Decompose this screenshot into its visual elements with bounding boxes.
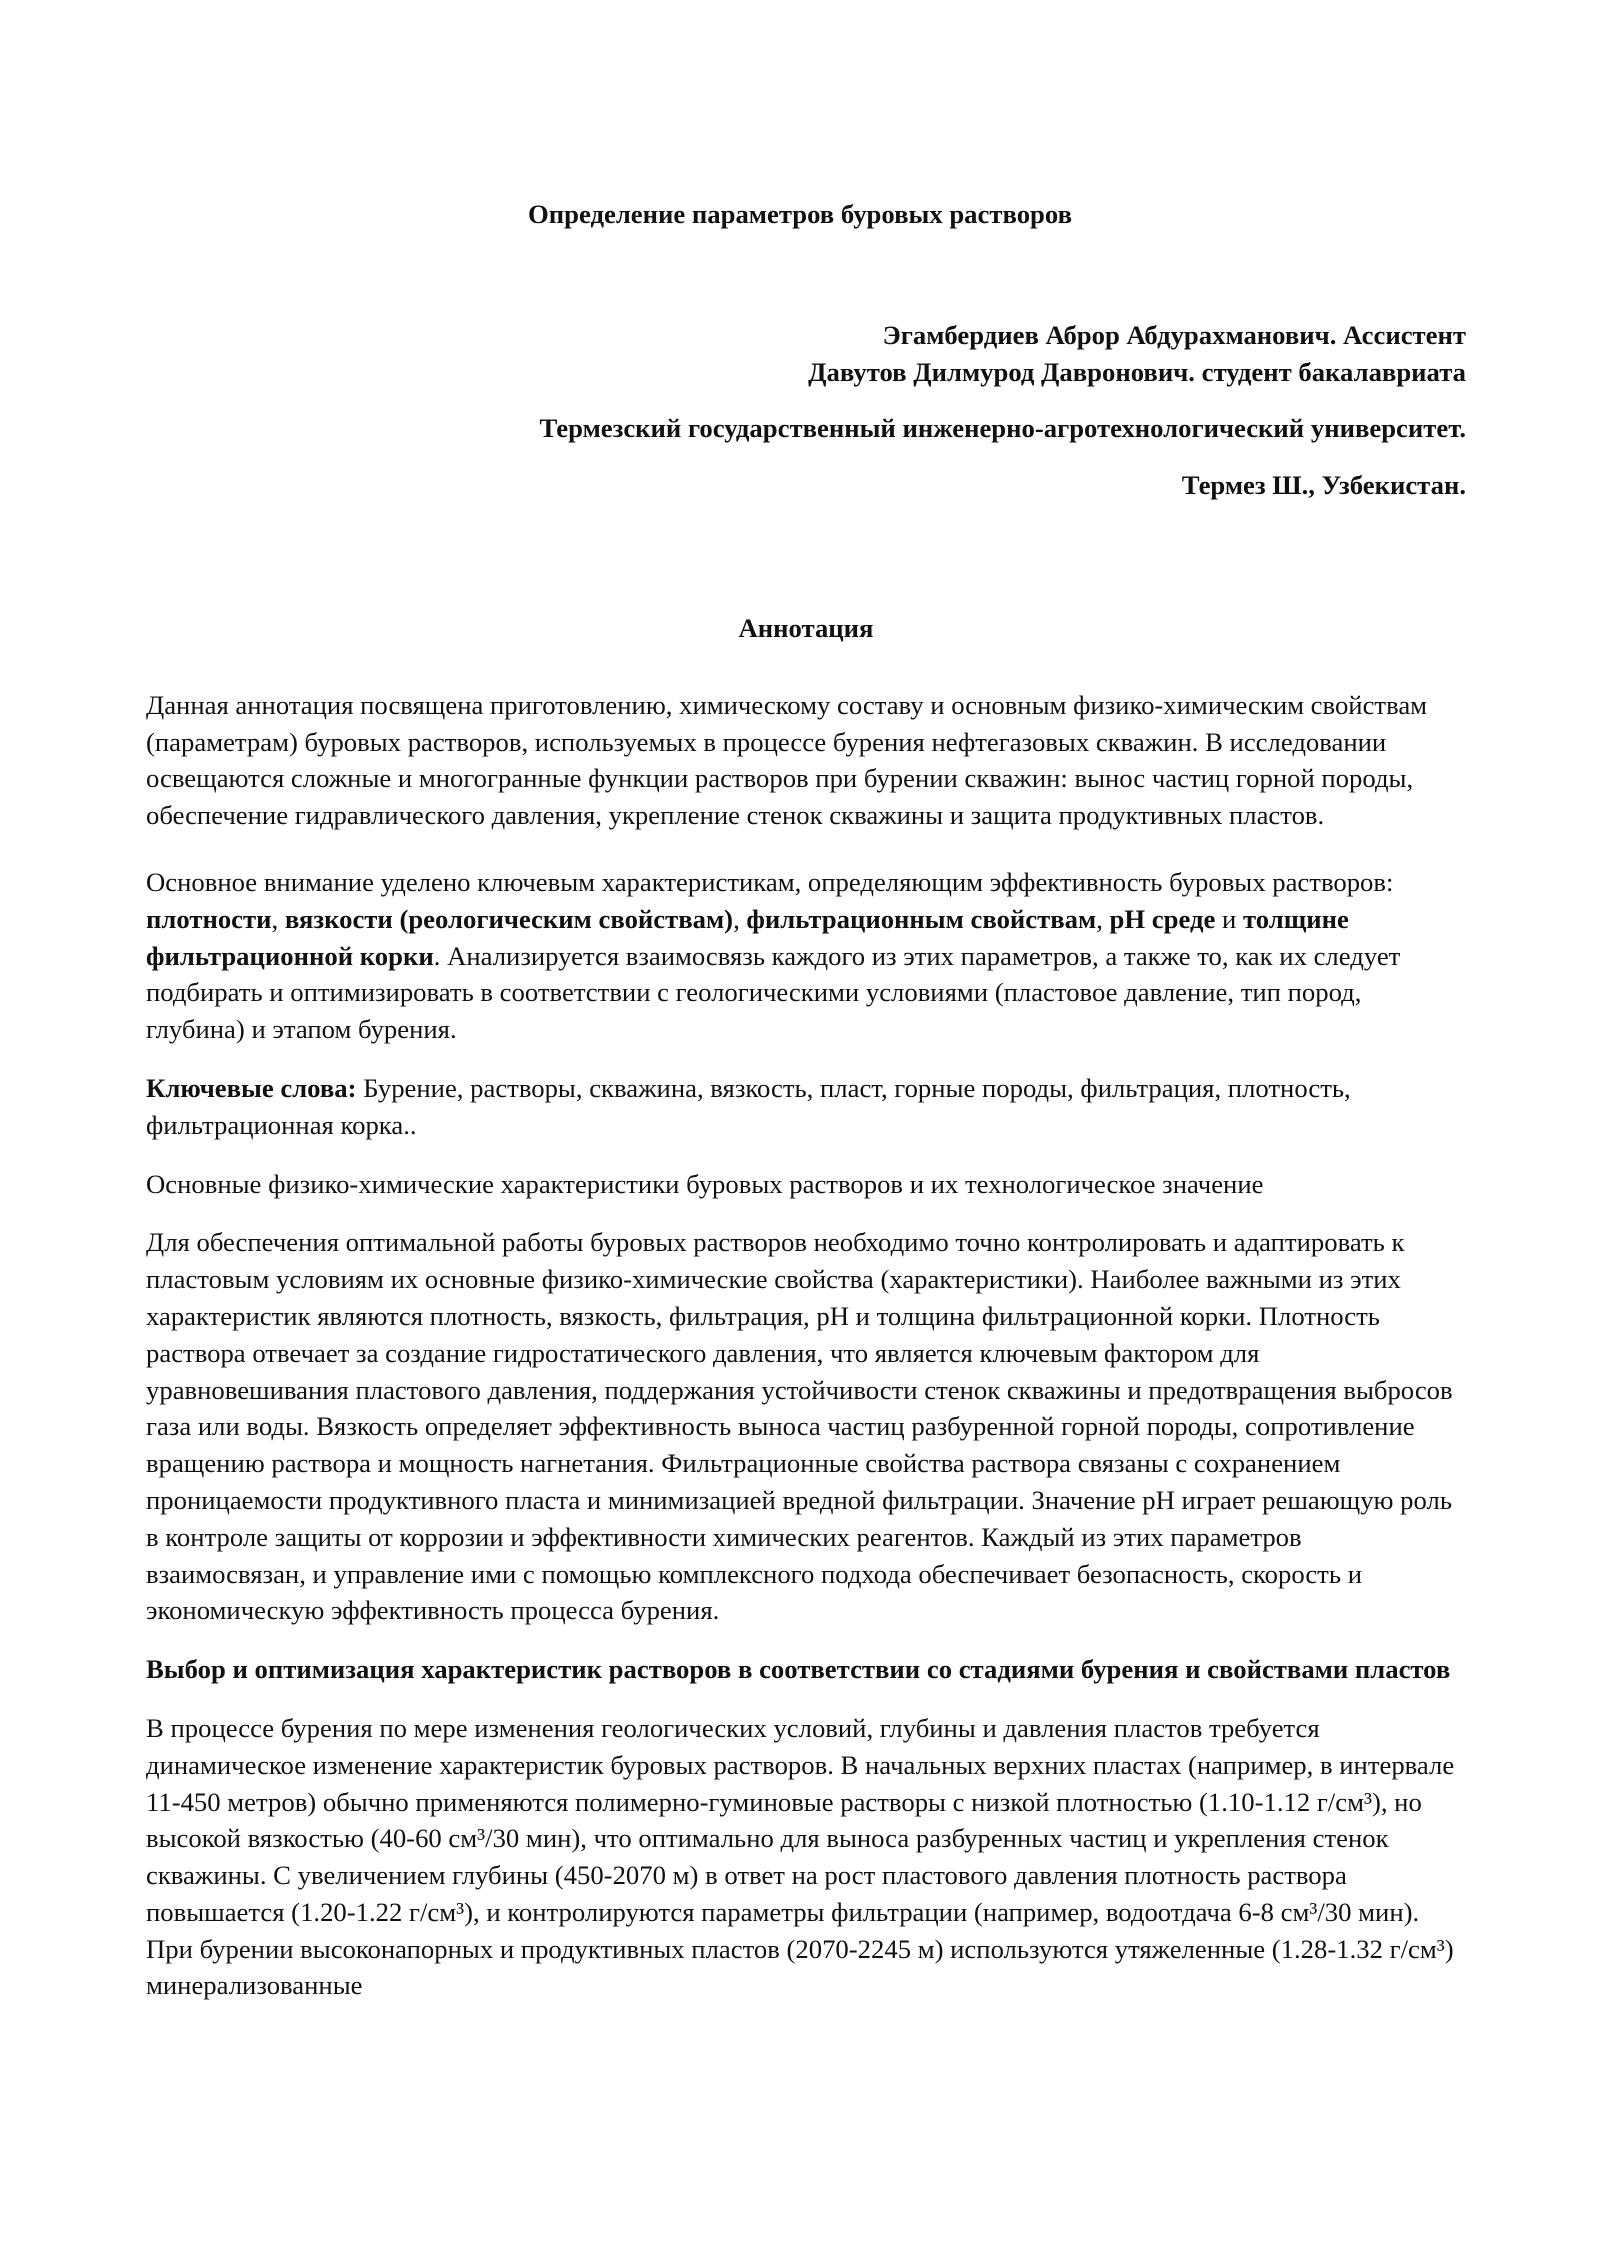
abstract-paragraph: Данная аннотация посвящена приготовлению, химическому составу и основным физико-химическим свойствам (параметрам) буровых растворов, используемых в процессе бурения нефтегазовых скважин. В исследовании освещаются сложные и многогранные функции растворов при бурении скважин: вынос частиц горной породы, обеспечение гидравлического давления, укрепление стенок скважины и защита продуктивных пластов.: [146, 689, 1428, 831]
text-run: ,: [271, 903, 285, 934]
bold-term: pH среде: [1109, 903, 1216, 934]
bold-term: вязкости (реологическим свойствам): [284, 903, 734, 934]
section-body: В процессе бурения по мере изменения геологических условий, глубины и давления пластов требуется динамическое изменение характеристик буровых растворов. В начальных верхних пластах (например, в интервале 11-450 метров) обычно применяются полимерно-гуминовые растворы с низкой плотностью (1.10-1.12 г/см³), но высокой вязкостью (40-60 см³/30 мин), что оптимально для выноса разбуренных частиц и укрепления стенок скважины. С увеличением глубины (450-2070 м) в ответ на рост пластового давления плотность раствора повышается (1.20-1.22 г/см³), и контролируются параметры фильтрации (например, водоотдача 6-8 см³/30 мин). При бурении высоконапорных и продуктивных пластов (2070-2245 м) используются утяжеленные (1.28-1.32 г/см³) минерализованные: [146, 1712, 1455, 2001]
keywords-text: Бурение, растворы, скважина, вязкость, пласт, горные породы, фильтрация, плотность, фильтрационная корка..: [146, 1072, 1351, 1140]
keywords-paragraph: [146, 1070, 1466, 1144]
bold-term: фильтрационным свойствам: [746, 903, 1097, 934]
section-heading: Выбор и оптимизация характеристик растворов в соответствии со стадиями бурения и свойствами пластов: [146, 1654, 1451, 1685]
text-run: . Анализируется взаимосвязь каждого из этих параметров, а также то, как их следует подбирать и оптимизировать в соответствии с геологическими условиями (пластовое давление, тип пород, глубина) и этапом бурения.: [146, 940, 1401, 1045]
bold-term: плотности: [146, 903, 272, 934]
keywords-label: Ключевые слова:: [146, 1072, 357, 1103]
text-run: Основное внимание уделено ключевым характеристикам, определяющим эффективность буровых растворов:: [146, 866, 1394, 897]
author-line: Эгамбердиев Аброр Абдурахманович. Ассистент: [882, 319, 1466, 350]
text-run: ,: [733, 903, 747, 934]
text-run: ,: [1096, 903, 1110, 934]
text-run: и: [1215, 903, 1243, 934]
abstract-paragraph-focus: [146, 864, 1466, 1048]
location: Термез Ш., Узбекистан.: [1181, 470, 1466, 501]
section-body: Для обеспечения оптимальной работы буровых растворов необходимо точно контролировать и адаптировать к пластовым условиям их основные физико-химические свойства (характеристики). Наиболее важными из этих характеристик являются плотность, вязкость, фильтрация, pH и толщина фильтрационной корки. Плотность раствора отвечает за создание гидростатического давления, что является ключевым фактором для уравновешивания пластового давления, поддержания устойчивости стенок скважины и предотвращения выбросов газа или воды. Вязкость определяет эффективность выноса частиц разбуренной горной породы, сопротивление вращению раствора и мощность нагнетания. Фильтрационные свойства раствора связаны с сохранением проницаемости продуктивного пласта и минимизацией вредной фильтрации. Значение pH играет решающую роль в контроле защиты от коррозии и эффективности химических реагентов. Каждый из этих параметров взаимосвязан, и управление ими с помощью комплексного подхода обеспечивает безопасность, скорость и экономическую эффективность процесса бурения.: [146, 1227, 1453, 1626]
document-title: Определение параметров буровых растворов: [528, 199, 1072, 229]
section-title: Основные физико-химические характеристики буровых растворов и их технологическое значение: [146, 1168, 1264, 1199]
authors-block: [146, 317, 1466, 391]
author-line: Давутов Дилмурод Давронович. студент бакалавриата: [808, 356, 1466, 387]
bold-term: толщине фильтрационной корки: [146, 903, 1349, 971]
abstract-heading: Аннотация: [738, 612, 874, 643]
affiliation: Термезский государственный инженерно-агротехнологический университет.: [539, 413, 1466, 444]
